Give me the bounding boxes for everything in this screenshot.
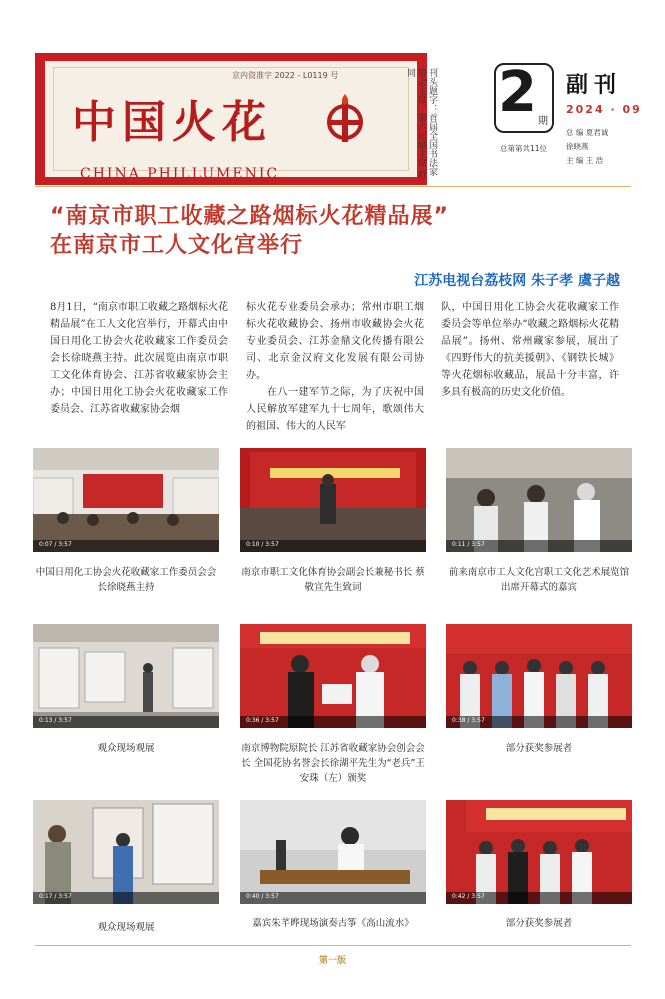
photo-scene-icon (240, 448, 426, 552)
bottom-divider (35, 945, 631, 946)
issue-date: 2024 · 09 (566, 103, 642, 116)
page-number: 第一版 (318, 956, 346, 966)
issue-total: 总第第共11位 (500, 144, 548, 153)
photo-scene-icon (446, 800, 632, 904)
title-inscription: 刊头题字：首届全国书法家协会主席、第六届副主席 舒同 (405, 68, 437, 179)
video-controls[interactable] (240, 716, 426, 728)
article-column-3: 队，中国日用化工协会火花收藏家工作委员会等单位举办“收藏之路烟标火花精品展”。扬州、常州藏家参展，展出了《四野伟大的抗美援朝》、《钢铁长城》等火花烟标收藏品，展品十分丰富，许多具有极高的历史文化价值。 (441, 302, 619, 398)
photo-scene-icon (446, 448, 632, 552)
video-time: 0:17 / 3:57 (39, 893, 72, 900)
event-photo[interactable] (33, 624, 219, 728)
video-controls[interactable] (33, 540, 219, 552)
headline-line-1: “南京市职工收藏之路烟标火花精品展” (50, 204, 449, 229)
video-time: 0:38 / 3:57 (452, 717, 485, 724)
article-byline: 江苏电视台荔枝网 朱子孝 虞子越 (414, 273, 620, 289)
photo-caption: 南京博物院原院长 江苏省收藏家协会创会会长 全国花协名誉会长徐湖平先生为“老兵”王安珠（左）颁奖 (241, 743, 425, 784)
event-photo[interactable] (33, 800, 219, 904)
flame-logo-icon (318, 92, 372, 146)
newspaper-title-en: CHINA PHILLUMENIC (80, 166, 280, 182)
video-time: 0:40 / 3:57 (246, 893, 279, 900)
video-time: 0:36 / 3:57 (246, 717, 279, 724)
headline-line-2: 在南京市工人文化宫举行 (50, 233, 304, 258)
video-controls[interactable] (446, 716, 632, 728)
video-controls[interactable] (446, 540, 632, 552)
photo-caption: 部分获奖参展者 (505, 918, 573, 929)
editor-line: 总 编 夏君诚 (566, 128, 609, 137)
photo-caption: 嘉宾朱芊晔现场演奏古筝《高山流水》 (252, 918, 414, 929)
photo-scene-icon (240, 800, 426, 904)
article-column-1: 8月1日，“南京市职工收藏之路烟标火花精品展”在工人文化宫举行，开幕式由中国日用化工协会火花收藏家工作委员会会长徐晓燕主持。此次展览由南京市职工文化体育协会、江苏省收藏家协会主办；中国日用化工协会火花收藏家工作委员会、江苏省收藏家协会烟 (50, 302, 228, 415)
issue-unit: 期 (538, 116, 548, 127)
video-controls[interactable] (33, 892, 219, 904)
supplement-label: 副刊 (566, 73, 623, 98)
photo-scene-icon (33, 800, 219, 904)
editors (566, 126, 646, 168)
photo-caption: 中国日用化工协会火花收藏家工作委员会会长徐晓燕主持 (35, 567, 217, 593)
photo-caption: 前来南京市工人文化宫职工文化艺术展览馆出席开幕式的嘉宾 (448, 567, 630, 593)
event-photo[interactable] (446, 624, 632, 728)
photo-caption: 部分获奖参展者 (505, 743, 573, 754)
event-photo[interactable] (240, 624, 426, 728)
photo-caption: 观众现场观展 (97, 743, 155, 754)
event-photo[interactable] (446, 800, 632, 904)
video-time: 0:07 / 3:57 (39, 541, 72, 548)
video-time: 0:10 / 3:57 (246, 541, 279, 548)
photo-caption: 观众现场观展 (97, 922, 155, 933)
video-controls[interactable] (240, 540, 426, 552)
video-controls[interactable] (240, 892, 426, 904)
issue-number: 2 (498, 60, 537, 125)
photo-scene-icon (33, 624, 219, 728)
video-controls[interactable] (446, 892, 632, 904)
video-time: 0:11 / 3:57 (452, 541, 485, 548)
photo-scene-icon (33, 448, 219, 552)
photo-caption: 南京市职工文化体育协会副会长兼秘书长 蔡敬宣先生致词 (241, 567, 425, 593)
photo-scene-icon (240, 624, 426, 728)
event-photo[interactable] (240, 448, 426, 552)
license-number: 京内资准字 2022 - L0119 号 (232, 71, 339, 80)
event-photo[interactable] (240, 800, 426, 904)
article-headline (50, 202, 620, 260)
editor-line: 徐晓燕 (566, 142, 589, 151)
event-photo[interactable] (446, 448, 632, 552)
video-time: 0:13 / 3:57 (39, 717, 72, 724)
event-photo[interactable] (33, 448, 219, 552)
top-divider (35, 186, 631, 187)
newspaper-title: 中国火花 (72, 97, 272, 148)
video-controls[interactable] (33, 716, 219, 728)
article-column-2: 标火花专业委员会承办；常州市职工烟标火花收藏协会、扬州市收藏协会火花专业委员会、江苏金鼎文化传播有限公司、北京金汉府文化发展有限公司协办。 在八一建军节之际，为了庆祝中国人民解放军建军九十七周年，歌颂伟大的祖国、伟大的人民军 (246, 302, 424, 432)
editor-line: 主 编 王 浩 (566, 156, 604, 165)
photo-scene-icon (446, 624, 632, 728)
video-time: 0:42 / 3:57 (452, 893, 485, 900)
